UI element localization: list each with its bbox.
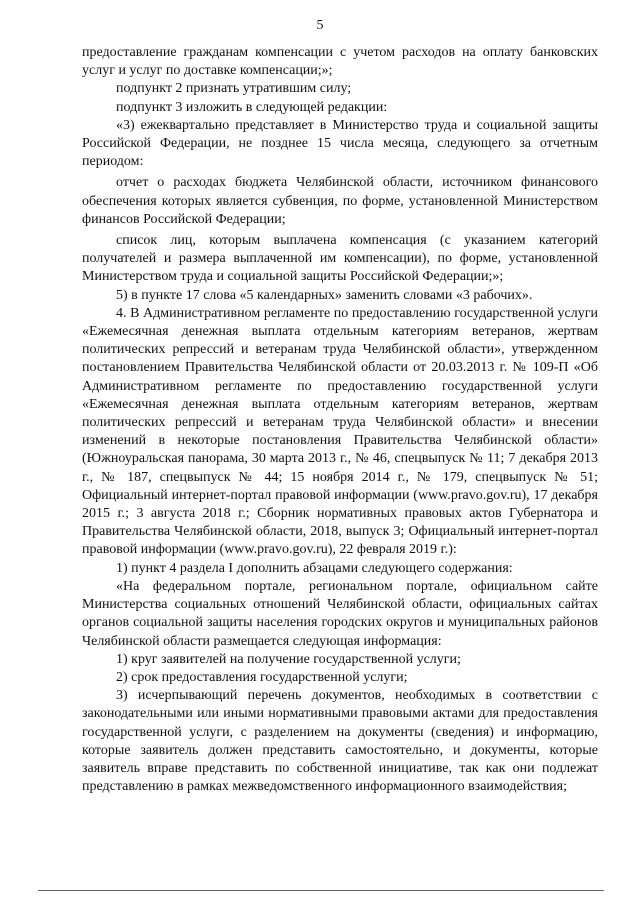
paragraph-regulation-4: 4. В Административном регламенте по предоставлению государственной услуги «Ежемесячная денежная выплата отдельным категориям ветеранов, жертвам политических репрессий и ветеранам труда Челябинской области», утвержденном постановлением Правительства Челябинской области от 20.03.2013 г. № 109-П «Об Административном регламенте по предоставлению государственной услуги «Ежемесячная денежная выплата отдельным категориям ветеранов, жертвам политических репрессий и ветеранам труда Челябинской области» и внесении изменений в некоторые постановления Правительства Челябинской области» (Южноуральская панорама, 30 марта 2013 г., № 46, спецвыпуск № 11; 7 декабря 2013 г., № 187, спецвыпуск № 44; 15 ноября 2014 г., № 179, спецвыпуск № 51; Официальный интернет-портал правовой информации (www.pravo.gov.ru), 17 декабря 2015 г.; 3 августа 2018 г.; Сборник нормативных правовых актов Губернатора и Правительства Челябинской области, 2018, выпуск 3; Официальный интернет-портал правовой информации (www.pravo.gov.ru), 22 февраля 2019 г.): — [82, 305, 598, 558]
list-item-documents: 3) исчерпывающий перечень документов, необходимых в соответствии с законодательными или иными нормативными правовыми актами для предоставления государственной услуги, с разделением на документы (сведения) и информацию, которые заявитель должен представить самостоятельно, и документы, которые заявитель вправе представить по собственной инициативе, так как они подлежат представлению в рамках межведомственного информационного взаимодействия; — [82, 688, 598, 795]
paragraph-item-1: 1) пункт 4 раздела I дополнить абзацами следующего содержания: — [116, 560, 513, 576]
paragraph-subpoint-2: подпункт 2 признать утратившим силу; — [116, 81, 352, 97]
page-number: 5 — [316, 18, 324, 33]
bottom-divider — [38, 890, 604, 891]
paragraph-subpoint-3: подпункт 3 изложить в следующей редакции: — [116, 99, 388, 115]
paragraph-continuation: предоставление гражданам компенсации с учетом расходов на оплату банковских услуг и услуг по доставке компенсации;»; — [82, 45, 598, 79]
paragraph-budget-report: отчет о расходах бюджета Челябинской области, источником финансового обеспечения которых является субвенция, по форме, установленной Министерством финансов Российской Федерации; — [82, 175, 598, 227]
list-item-applicants: 1) круг заявителей на получение государственной услуги; — [116, 651, 461, 667]
document-body — [82, 44, 598, 796]
paragraph-point-17: 5) в пункте 17 слова «5 календарных» заменить словами «3 рабочих». — [116, 287, 533, 303]
paragraph-quarterly-report: «3) ежеквартально представляет в Министерство труда и социальной защиты Российской Федерации, не позднее 15 числа месяца, следующего за отчетным периодом: — [82, 117, 598, 170]
paragraph-portal-info: «На федеральном портале, региональном портале, официальном сайте Министерства социальных отношений Челябинской области, официальных сайтах органов социальной защиты населения городских округов и муниципальных районов Челябинской области размещается следующая информация: — [82, 578, 598, 649]
list-item-term: 2) срок предоставления государственной услуги; — [116, 669, 408, 685]
paragraph-recipients-list: список лиц, которым выплачена компенсация (с указанием категорий получателей и размера выплаченной им компенсации), по форме, установленной Министерством труда и социальной защиты Российской Федерации;»; — [82, 233, 598, 285]
